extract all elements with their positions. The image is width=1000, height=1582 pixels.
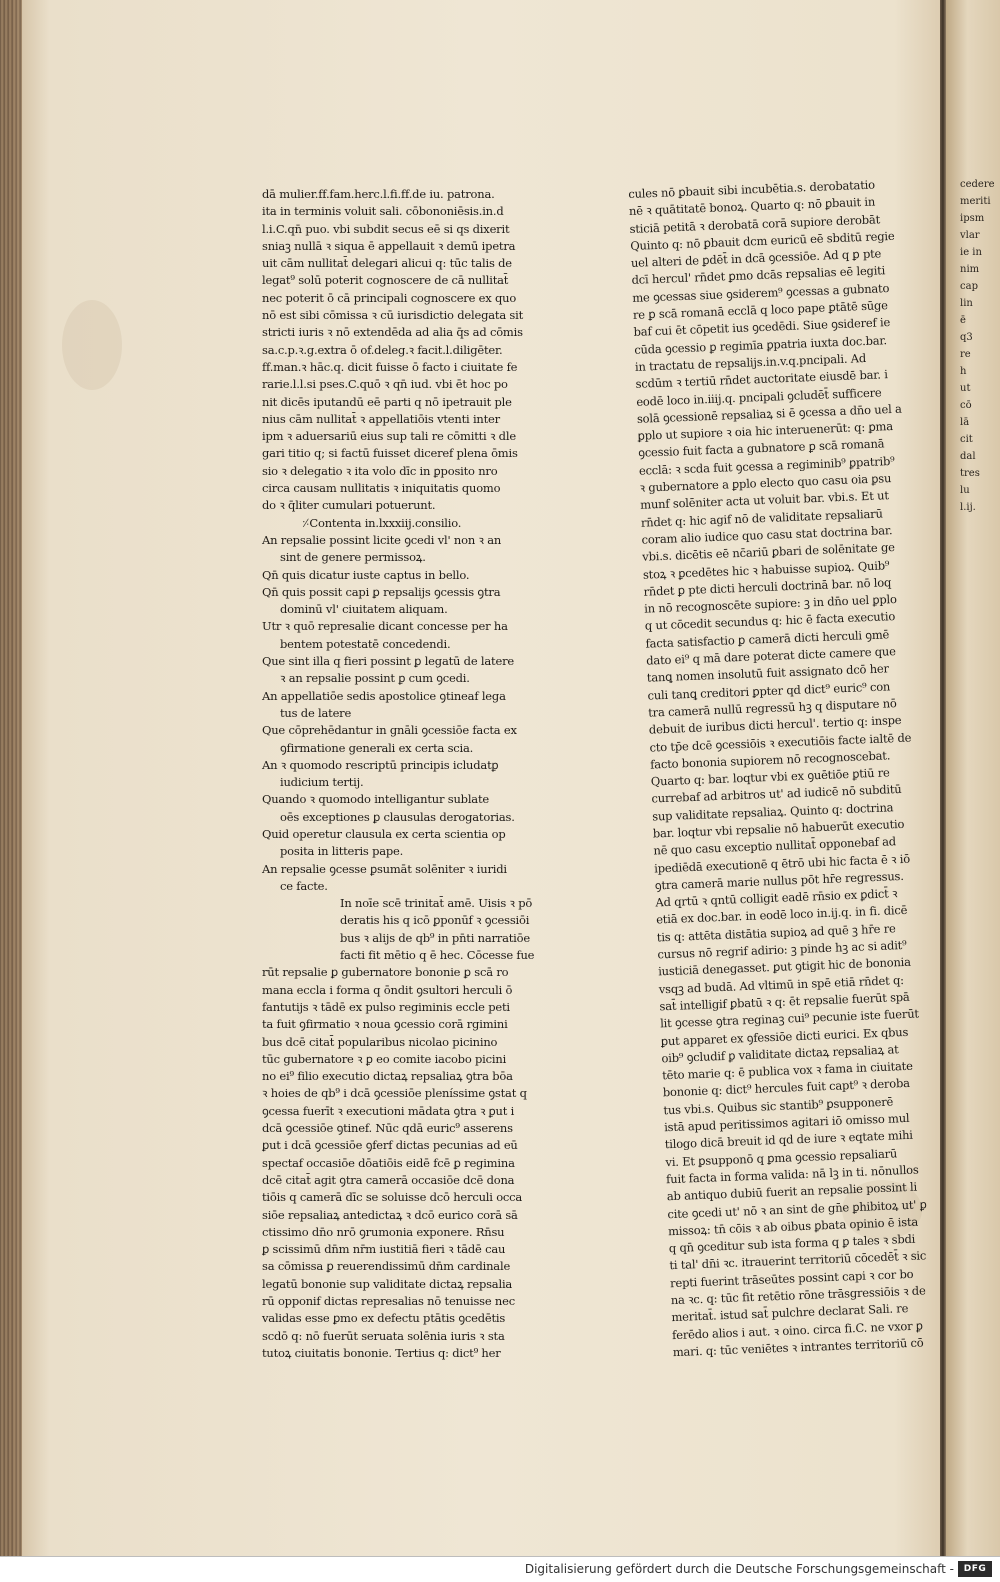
right-text-line: debuit de iuribus dicti hercul'. tertio q: inspe	[648, 713, 902, 737]
left-text-line: uit cām nullitat̄ delegari alicui q: tūc talis de	[262, 256, 512, 271]
left-text-line: posita in litteris pape.	[280, 844, 404, 859]
left-text-line: Que sint illa q fieri possint ꝑ legatū de latere	[262, 654, 514, 669]
left-text-line: siōe repsaliaꝝ antedictaꝝ ꝛ dcō eurico corā sā	[262, 1207, 518, 1222]
left-text-line: scdō q: nō fuerūt seruata solēnia iuris ꝛ sta	[262, 1328, 505, 1343]
margin-text-line: cō	[960, 400, 972, 411]
footer-bar	[0, 1556, 1000, 1582]
right-text-line: tus vbi.s. Quibus sic stantib⁹ ꝑsupponerē	[663, 1094, 894, 1118]
left-text-line: rūt repsalie ꝑ gubernatore bononie ꝑ scā ro	[262, 965, 509, 980]
left-text-line: spectaf occasiōe dōatiōis eidē fcē ꝑ regimina	[262, 1155, 515, 1170]
right-text-line: ꝯcessio fuit facta a gubnatore ꝑ scā romanā	[637, 436, 885, 461]
left-text-line: dā mulier.ff.fam.herc.l.fi.ff.de iu. patrona.	[262, 187, 495, 201]
left-text-line: ff.man.ꝛ hāc.q. dicit fuisse ō facto i ciuitate fe	[262, 359, 518, 374]
left-text-line: ꝛ hoies de qb⁹ i dcā ꝯcessiōe pleníssime ꝯstat q	[262, 1086, 527, 1101]
margin-text-line: ipsm	[960, 213, 985, 224]
left-text-line: sa cōmissa ꝑ reuerendissimū dn̄m cardinale	[262, 1259, 511, 1274]
right-text-line: ecclā: ꝛ scda fuit ꝯcessa a regiminib⁹ ꝑpatrib⁹	[638, 453, 895, 478]
margin-text-line: nim	[960, 264, 980, 275]
right-text-line: q ut cōcedit secundus q: hic ē facta executio	[644, 609, 896, 634]
margin-text-line: ē	[960, 315, 966, 326]
right-text-line: ꝯtra camerā marie nullus pōt hr̄e regressus.	[654, 868, 904, 893]
left-text-line: ⸓Contenta in.lxxxiij.consilio.	[302, 515, 462, 530]
left-text-line: ita in terminis voluit sali. cōbononiēsis.in.d	[262, 204, 504, 219]
right-text-line: sup validitate repsaliaꝝ. Quinto q: doctrina	[651, 799, 894, 824]
left-text-line: tutoꝝ ciuitatis bononie. Tertius q: dict⁹ her	[262, 1345, 501, 1360]
funding-notice: Digitalisierung gefördert durch die Deutsche Forschungsgemeinschaft -	[524, 1562, 954, 1576]
right-text-line: ꝑplo ut supiore ꝛ oia hic interuenerūt: q: ꝑma	[637, 419, 894, 443]
right-text-line: istā apud peritissimos agitari iō omisso mul	[663, 1110, 910, 1135]
left-text-line: nit dicēs iputandū eē parti q nō ipetrauit ple	[262, 394, 512, 409]
margin-text-line: ie in	[960, 247, 982, 258]
dfg-logo: DFG	[958, 1561, 992, 1577]
margin-text-line: dal	[960, 451, 976, 462]
right-text-line: facto bononia supiorem nō recognoscebat.	[649, 748, 891, 772]
left-text-line: deratis his q icō ꝑponūf ꝛ ꝯcessiōi	[340, 913, 530, 928]
right-text-line: cursus nō regrif adirio: ꝫ pinde hꝫ ac si adit⁹	[657, 937, 907, 962]
left-text-line: ipm ꝛ aduersariū eius sup tali re cōmitti ꝛ dle	[262, 429, 516, 444]
right-text-line: nē quo casu exceptio nullitat̄ opponebaf ad	[653, 834, 897, 858]
left-text-line: stricti iuris ꝛ nō extendēda ad alia q̄s ad cōmis	[262, 325, 523, 340]
right-text-line: repti fuerint trāseūtes possint capi ꝛ cor bo	[669, 1266, 914, 1290]
right-text-line: iusticiā denegasset. ꝑut ꝯtigit hic de bononia	[657, 955, 912, 979]
left-text-line: rū opponif dictas represalias nō tenuisse nec	[262, 1294, 515, 1308]
right-text-line: meritat̄. istud sat̄ pulchre declarat Sali. re	[671, 1301, 909, 1325]
right-text-line: in nō recognoscēte supiore: ꝫ in dn̄o uel ꝑplo	[643, 592, 897, 616]
right-text-line: in tractatu de repsalijs.in.v.q.pncipali. Ad	[634, 350, 867, 374]
right-text-line: Quinto q: nō ꝑbauit dcm euricū eē sbditū regie	[630, 228, 895, 253]
left-text-line: dominū vl' ciuitatem aliquam.	[280, 602, 448, 617]
margin-text-line: cap	[960, 281, 978, 292]
right-text-line: ab antiquo dubiū fuerit an repsalie possint li	[666, 1179, 918, 1204]
right-text-line: re ꝑ scā romanā ecclā q loco pape ꝑtātē sūge	[632, 298, 889, 322]
left-text-line: Qn̄ quis possit capi ꝑ repsalijs ꝯcessis ꝯtra	[262, 584, 501, 599]
right-text-line: cūda ꝯcessio ꝑ regimīa ꝑpatria iuxta doc.bar.	[634, 332, 888, 357]
margin-text-line: q3	[960, 332, 973, 343]
left-text-line: In noīe scē trinitat̄ amē. Uisis ꝛ pō	[340, 896, 533, 911]
right-text-line: coram alio iudice quo casu stat doctrina bar.	[641, 523, 893, 547]
left-text-line: dcē citat̄ agit ꝯtra camerā occasiōe dcē dona	[262, 1172, 515, 1187]
left-text-line: An ꝛ quomodo rescriptū principis icludatꝑ	[262, 757, 499, 772]
right-text-column	[628, 174, 973, 1361]
left-text-line: nō est sibi cōmissa ꝛ cū iurisdictio delegata sit	[262, 308, 524, 323]
left-text-line: nius cām nullitat̄ ꝛ appellatiōis vtenti inter	[262, 411, 500, 426]
left-text-line: ꝛ an repsalie possint ꝑ cum ꝯcedi.	[280, 671, 470, 686]
right-text-line: sticiā petitā ꝛ derobatā corā supiore derobāt	[629, 211, 881, 236]
left-text-line: Qn̄ quis dicatur iuste captus in bello.	[262, 567, 470, 582]
right-text-line: me ꝯcessas siue ꝯsiderem⁹ ꝯcessas a gubnato	[632, 280, 890, 305]
left-text-line: Utr ꝛ quō represalie dicant concesse per ha	[262, 619, 508, 634]
left-text-line: ctissimo dn̄o nrō ꝯrumonia exponere. Rn̄su	[262, 1224, 505, 1239]
left-text-line: ce facte.	[280, 878, 328, 893]
left-text-line: facti fit mētio q ē hec. Cōcesse fue	[340, 948, 535, 963]
margin-text-line: lā	[960, 417, 970, 428]
margin-text-line: l.ij.	[960, 502, 976, 513]
left-text-line: bus ꝛ alijs de qb⁹ in pn̄ti narratiōe	[340, 930, 530, 945]
margin-text-line: tres	[960, 468, 980, 479]
right-text-line: munf solēniter acta ut voluit bar. vbi.s. Et ut	[639, 488, 890, 513]
paper-stain	[62, 300, 122, 390]
right-text-line: stoꝝ ꝛ ꝑcedētes hic ꝛ habuisse supioꝝ. Quib⁹	[642, 557, 890, 582]
left-text-line: ꝯfirmatione generali ex certa scia.	[280, 740, 474, 755]
left-text-line: An repsalie possint licite ꝯcedi vl' non ꝛ an	[262, 532, 502, 547]
margin-text-line: re	[960, 349, 971, 360]
right-text-line: baf cui ēt cōpetit ius ꝯcedēdi. Siue ꝯsideref ie	[633, 315, 891, 340]
right-text-line: ꝑut apparet ex ꝯfessiōe dicti eurici. Ex qbus	[660, 1024, 909, 1048]
right-text-line: facta satisfactio ꝑ camerā dicti herculi ꝯmē	[645, 627, 890, 651]
left-text-line: l.i.C.qn̄ puo. vbi subdit secus eē si qs dixerit	[262, 221, 510, 236]
right-text-line: Quarto q: bar. loqtur vbi ex ꝯuētiōe ꝑtiū re	[650, 765, 890, 789]
left-text-line: fantutijs ꝛ tādē ex pulso regiminis eccle peti	[262, 999, 510, 1014]
right-text-line: dcī hercul' rn̄det ꝑmo dcās repsalias eē legiti	[631, 263, 886, 288]
right-text-line: tra camerā nullū regressū hꝫ q disputare nō	[647, 695, 897, 720]
left-text-line: Quid operetur clausula ex certa scientia op	[262, 826, 506, 841]
right-text-line: bononie q: dict⁹ hercules fuit capt⁹ ꝛ deroba	[662, 1076, 911, 1100]
right-text-line: tis q: attēta distātia supioꝝ ad quē ꝫ hr̄e re	[656, 921, 896, 945]
right-text-line: sat̄ intelligif ꝑbatū ꝛ q: ēt repsalie fuerūt spā	[659, 989, 910, 1014]
left-text-line: nec poterit ō cā principali cognoscere ex quo	[262, 290, 517, 305]
right-text-line: currebaf ad arbitros ut' ad iudicē nō subditū	[651, 782, 902, 806]
right-text-line: eodē loco in.iiij.q. pncipali ꝯcludēt̄ sufficere	[636, 384, 882, 409]
left-text-line: tiōis q camerā dīc se soluisse dcō herculi occa	[262, 1190, 523, 1205]
left-text-line: bentem potestatē concedendi.	[280, 636, 451, 651]
left-text-line: Que cōprehēdantur in gnāli ꝯcessiōe facta ex	[262, 723, 517, 738]
left-text-line: mana eccla i forma q ōndit ꝯsultori herculi ō	[262, 982, 513, 997]
right-text-line: dato ei⁹ q mā dare poterat dicte camere que	[645, 644, 896, 668]
right-text-line: ti tal' dn̄i ꝛc. itrauerint territoriū cōcedēt̄ ꝛ sic	[669, 1248, 927, 1273]
left-text-line: Quando ꝛ quomodo intelligantur sublate	[262, 792, 489, 807]
left-text-line: sa.c.p.ꝛ.g.extra ō of.deleg.ꝛ facit.l.diligēter.	[262, 342, 503, 357]
right-text-line: uel alteri de ꝑdēt̄ in dcā ꝯcessiōe. Ad q ꝑ pte	[630, 246, 882, 271]
left-text-line: An repsalie ꝯcesse ꝑsumāt solēniter ꝛ iuridi	[262, 861, 507, 876]
margin-text-line: lin	[960, 298, 973, 309]
right-text-line: oib⁹ ꝯcludif ꝑ validitate dictaꝝ repsaliaꝝ at	[661, 1042, 899, 1066]
left-text-line: tus de latere	[280, 705, 352, 720]
left-text-line: tūc gubernatore ꝛ ꝑ eo comite iacobo picini	[262, 1051, 507, 1066]
left-text-line: gari titio q; si factū fuisset diceref plena ōmis	[262, 446, 518, 461]
right-text-line: mari. q: tūc veniētes ꝛ intrantes territoriū cō	[672, 1335, 924, 1360]
right-text-line: bar. loqtur vbi repsalie nō habuerūt executio	[652, 816, 905, 841]
left-text-line: bus dcē citat̄ popularibus nicolao picinino	[262, 1034, 498, 1049]
right-text-line: tilogo dicā breuit id qd de iure ꝛ eqtate mihi	[664, 1128, 914, 1152]
right-text-line: solā ꝯcessionē repsaliaꝝ si ē ꝯcessa a dn̄o uel a	[636, 401, 902, 426]
right-text-line: scdūm ꝛ tertiū rn̄det auctoritate eiusdē bar. i	[635, 367, 888, 392]
margin-text-line: vlar	[960, 230, 980, 241]
left-text-line: ꝑut i dcā ꝯcessiōe ꝯferf dictas pecunias ad eū	[262, 1138, 518, 1153]
left-text-line: iudicium tertij.	[280, 775, 364, 790]
left-text-line: sniaꝫ nullā ꝛ siqua ē appellauit ꝛ demū ipetra	[262, 238, 516, 253]
left-text-line: sint de genere permissoꝝ.	[280, 550, 426, 565]
left-text-line: ta fuit ꝯfirmatio ꝛ noua ꝯcessio corā rgimini	[262, 1017, 508, 1032]
right-text-line: ipediēdā executionē q ētrō ubi hic facta ē ꝛ iō	[653, 851, 911, 876]
margin-text-line: cedere	[960, 179, 995, 190]
left-text-line: do ꝛ q̄liter cumulari potuerunt.	[262, 498, 436, 513]
right-text-line: culi tanꝗ creditori ꝑpter qd dict⁹ euric⁹ con	[647, 678, 891, 703]
right-text-line: vsqꝫ ad budā. Ad vltimū in spē etiā rn̄det q:	[658, 972, 905, 997]
margin-text-line: h	[960, 366, 967, 377]
right-text-line: missoꝝ: tn̄ cōis ꝛ ab oibus ꝑbata opinio ē ista	[667, 1214, 919, 1239]
right-text-line: vi. Et ꝑsupponō q ꝑma ꝯcessio repsaliarū	[665, 1146, 898, 1169]
right-text-line: rn̄det ꝑ pte dicti herculi doctrinā bar. nō loq	[643, 575, 892, 599]
left-text-line: sio ꝛ delegatio ꝛ ita volo dīc in ꝑposito nro	[262, 463, 498, 478]
right-text-line: cules nō ꝑbauit sibi incubētia.s. derobatatio	[628, 177, 876, 201]
right-text-line: etiā ex doc.bar. in eodē loco in.ij.q. in fi. dicē	[655, 903, 908, 927]
right-text-line: tanꝗ nomen insolutū fuit assignato dcō her	[646, 661, 890, 685]
left-text-line: validas esse ꝑmo ex defectu ptātis ꝯcedētis	[262, 1311, 506, 1326]
right-text-line: cto tp̄e dcē ꝯcessiōis ꝛ executiōis facte ialtē de	[649, 730, 912, 755]
right-text-line: ꝛ gubernatore a ꝑplo electo quo casu oia ꝑsu	[639, 471, 892, 495]
right-text-line: Ad qrtū ꝛ qntū colligit eadē rn̄sio ex ꝑdict̄ ꝛ	[655, 886, 898, 910]
left-text-line: legatū bononie sup validitate dictaꝝ repsalia	[262, 1276, 513, 1291]
facing-page-margin-text	[960, 176, 995, 516]
margin-text-line: cit	[960, 434, 973, 445]
left-text-line: ꝯcessa fuerīt ꝛ executioni mādata ꝯtra ꝛ ꝑut i	[262, 1103, 515, 1118]
left-text-line: no ei⁹ filio executio dictaꝝ repsaliaꝝ ꝯtra bōa	[262, 1069, 513, 1084]
right-text-line: fuit facta in forma valida: nā lꝫ in ti. nōnullos	[665, 1162, 919, 1187]
left-text-line: rarie.l.l.si pses.C.quō ꝛ qn̄ iud. vbi ēt hoc po	[262, 377, 508, 392]
margin-text-line: meriti	[960, 196, 991, 207]
margin-text-line: lu	[960, 485, 970, 496]
left-text-line: ꝑ scissimū dn̄m nr̄m iustitiā fieri ꝛ tādē cau	[262, 1242, 506, 1257]
right-text-line: rn̄det q: hic agif nō de validitate repsaliarū	[640, 506, 883, 530]
book-edge-left	[0, 0, 22, 1556]
right-text-line: vbi.s. dicētis eē nc̄ariū ꝑbari de solēnitate ge	[641, 540, 895, 564]
left-text-column	[262, 186, 574, 1362]
right-text-line: nē ꝛ quātitatē bonoꝝ. Quarto q: nō ꝑbauit in	[628, 194, 876, 219]
right-text-line: ferēdo alios i aut. ꝛ oino. circa fi.C. ne vxor ꝑ	[671, 1318, 923, 1342]
left-text-line: circa causam nullitatis ꝛ iniquitatis quomo	[262, 481, 501, 496]
margin-text-line: ut	[960, 383, 971, 394]
left-text-line: dcā ꝯcessiōe ꝯtinef. Nūc qdā euric⁹ asserens	[262, 1121, 513, 1136]
right-text-line: q qn̄ ꝯceditur sub ista forma q ꝑ tales ꝛ sbdi	[668, 1231, 916, 1256]
right-text-line: tēto marie q: ē publica vox ꝛ fama in ciuitate	[661, 1058, 913, 1083]
left-text-line: An appellatiōe sedis apostolice ꝯtineaf lega	[262, 688, 506, 703]
left-text-line: legat⁹ solū poterit cognoscere de cā nullitat̄	[262, 273, 509, 288]
right-text-line: lit ꝯcesse ꝯtra reginaꝫ cui⁹ pecunie iste fuerūt	[659, 1006, 920, 1031]
left-text-line: oēs exceptiones ꝑ clausulas derogatorias.	[280, 809, 515, 824]
right-text-line: na ꝛc. q: tūc fit retētio rōne trāsgressiōis ꝛ de	[670, 1283, 926, 1308]
right-text-line: cite ꝯcedi ut' nō ꝛ an sint de gn̄e ꝑhibitoꝝ ut' ꝑ	[667, 1196, 927, 1221]
